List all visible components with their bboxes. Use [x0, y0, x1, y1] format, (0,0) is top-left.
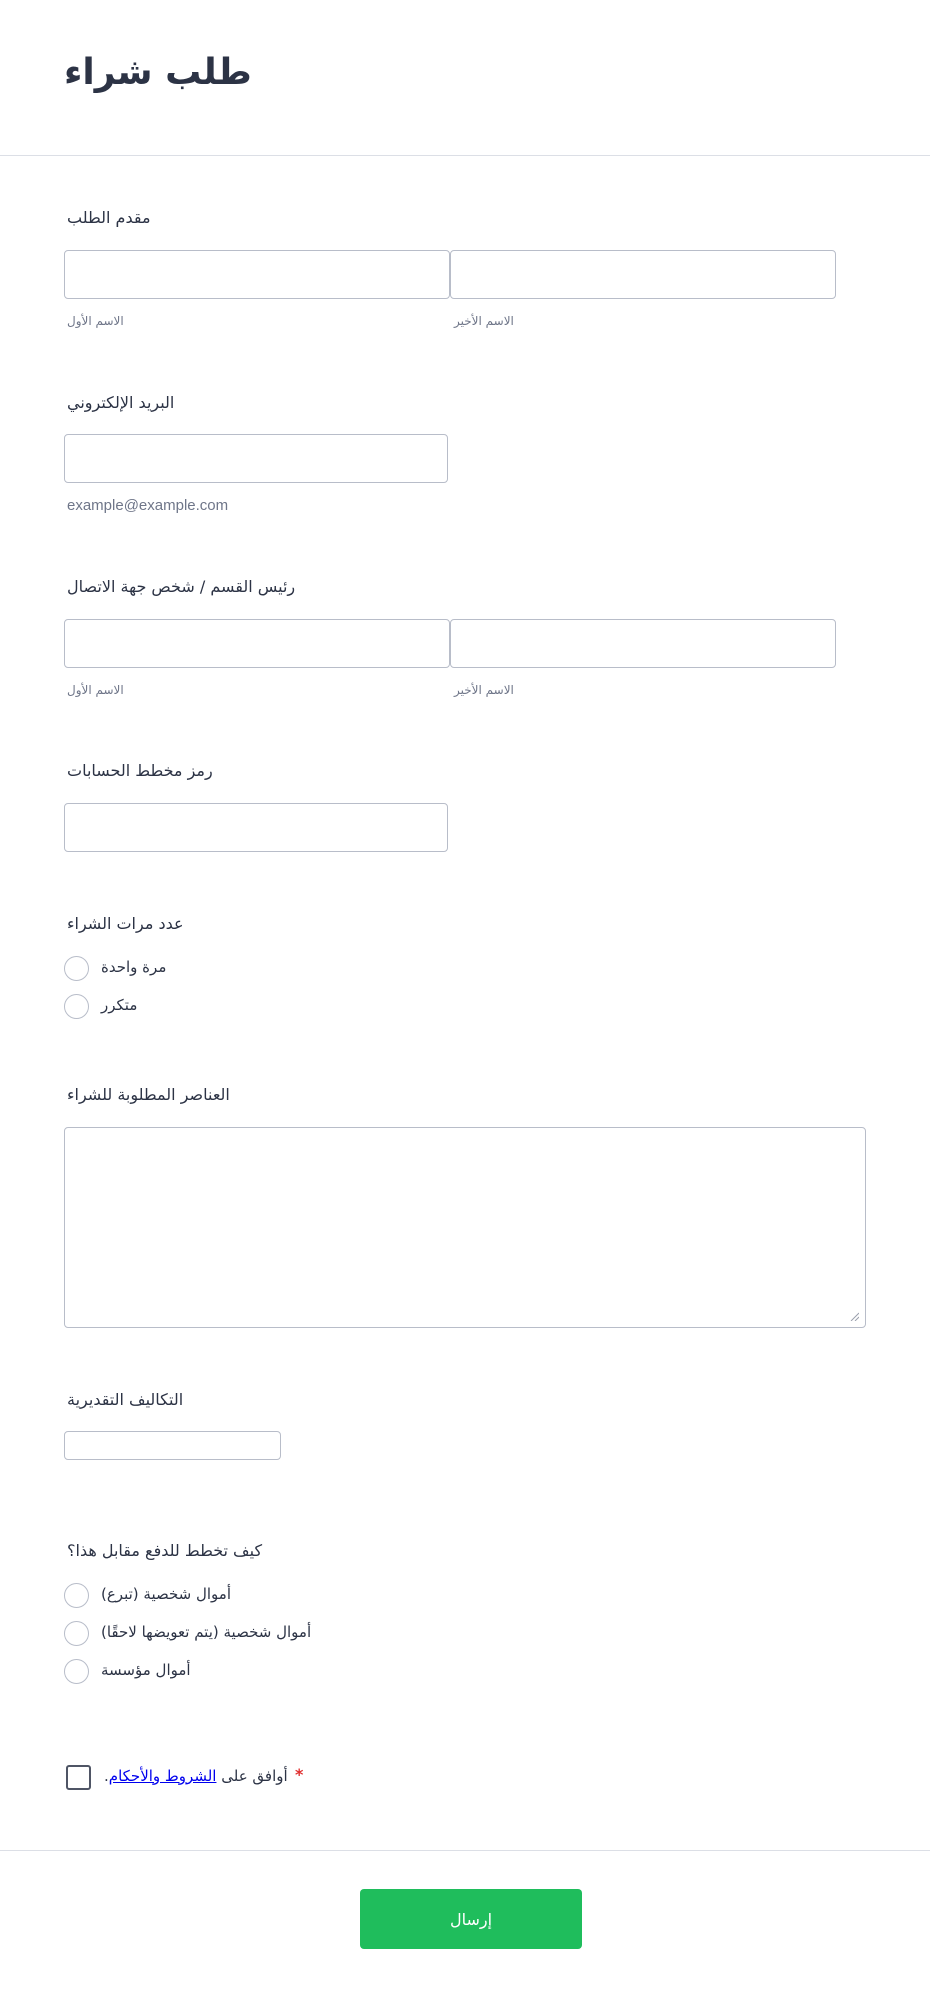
items-textarea[interactable]: [64, 1127, 866, 1328]
department-head-last-name-sublabel: الاسم الأخير: [454, 683, 514, 697]
requester-first-name-sublabel: الاسم الأول: [67, 314, 124, 328]
terms-prefix: أوافق على: [216, 1767, 288, 1785]
purchase-frequency-option-once-label[interactable]: مرة واحدة: [101, 958, 167, 976]
department-head-last-name-input[interactable]: [450, 619, 836, 668]
footer-divider: [0, 1850, 930, 1851]
purchase-frequency-radio-once[interactable]: [64, 956, 89, 981]
email-label: البريد الإلكتروني: [67, 393, 175, 412]
terms-checkbox[interactable]: [66, 1765, 91, 1790]
purchase-frequency-label: عدد مرات الشراء: [67, 914, 184, 933]
payment-plan-radio-personal-reimbursed[interactable]: [64, 1621, 89, 1646]
chart-of-accounts-input[interactable]: [64, 803, 448, 852]
requester-last-name-input[interactable]: [450, 250, 836, 299]
payment-plan-label: كيف تخطط للدفع مقابل هذا؟: [67, 1541, 263, 1560]
items-label: العناصر المطلوبة للشراء: [67, 1085, 230, 1104]
email-field[interactable]: [64, 434, 448, 483]
requester-label: مقدم الطلب: [67, 208, 151, 227]
estimated-cost-input[interactable]: [64, 1431, 281, 1460]
purchase-frequency-option-recurring-label[interactable]: متكرر: [101, 996, 138, 1014]
submit-button[interactable]: إرسال: [360, 1889, 582, 1949]
chart-of-accounts-label: رمز مخطط الحسابات: [67, 761, 213, 780]
terms-link[interactable]: الشروط والأحكام: [108, 1767, 217, 1785]
requester-last-name-sublabel: الاسم الأخير: [454, 314, 514, 328]
terms-statement: [104, 1767, 288, 1785]
email-sublabel: example@example.com: [67, 497, 229, 514]
payment-plan-radio-institution[interactable]: [64, 1659, 89, 1684]
estimated-cost-label: التكاليف التقديرية: [67, 1390, 184, 1409]
payment-plan-option-personal-donation-label[interactable]: أموال شخصية (تبرع): [101, 1585, 232, 1603]
payment-plan-option-institution-label[interactable]: أموال مؤسسة: [101, 1661, 191, 1679]
purchase-frequency-radio-recurring[interactable]: [64, 994, 89, 1019]
department-head-first-name-input[interactable]: [64, 619, 450, 668]
department-head-first-name-sublabel: الاسم الأول: [67, 683, 124, 697]
requester-first-name-input[interactable]: [64, 250, 450, 299]
page-title: طلب شراء: [64, 52, 252, 93]
resize-grip-icon[interactable]: [849, 1311, 859, 1321]
required-asterisk: *: [295, 1765, 304, 1784]
header-divider: [0, 155, 930, 156]
department-head-label: رئيس القسم / شخص جهة الاتصال: [67, 577, 296, 596]
payment-plan-radio-personal-donation[interactable]: [64, 1583, 89, 1608]
terms-suffix: .: [104, 1767, 109, 1785]
payment-plan-option-personal-reimbursed-label[interactable]: أموال شخصية (يتم تعويضها لاحقًا): [101, 1623, 312, 1641]
